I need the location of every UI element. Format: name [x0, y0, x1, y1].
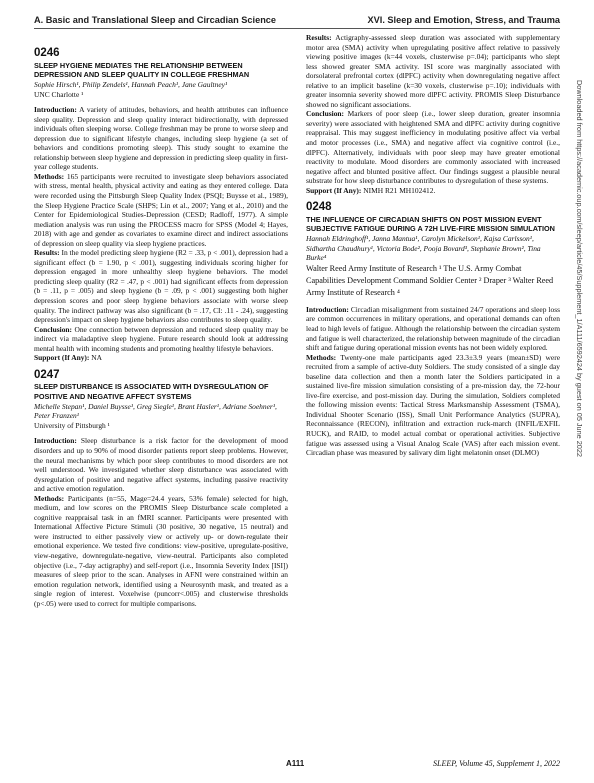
section-label: Results: [34, 248, 60, 258]
support-paragraph [34, 353, 288, 363]
abstract-0246 [34, 49, 288, 363]
abstract-authors: Hannah Eldringhoff¹, Janna Mantua¹, Carolyn Mickelson¹, Kajsa Carlsson¹, Sidhartha Chaudhury¹, Victoria Bode², Pooja Bovard³, Stephanie Brown², Tina Burke⁴ [306, 234, 541, 263]
section-text: Circadian misalignment from sustained 24/7 operations and sleep loss are common occurrences in military operations, and operational demands can often lead to high levels of fatigue. Although the relationship between the circadian system and fatigue is well characterized, the relationship between magnitude of the circadian shift and fatigue during operational mission events has not been widely explored. [306, 304, 561, 353]
abstract-0247 [34, 368, 289, 608]
results-paragraph [306, 33, 560, 109]
methods-paragraph [306, 353, 560, 458]
support-paragraph [306, 186, 560, 196]
results-paragraph [34, 248, 288, 324]
section-label: Methods: [34, 171, 65, 181]
abstract-number: 0248 [306, 201, 332, 214]
section-label: Results: [306, 33, 332, 42]
header-section-right: XVI. Sleep and Emotion, Stress, and Trauma [367, 15, 560, 25]
download-watermark [572, 80, 584, 670]
section-label: Conclusion: [34, 324, 73, 334]
section-label: Support (If Any): [306, 185, 362, 195]
section-label: Methods: [34, 493, 65, 503]
methods-paragraph [34, 172, 288, 248]
section-label: Support (If Any): [34, 353, 90, 363]
right-column [306, 33, 560, 458]
page-number: A111 [286, 759, 305, 768]
header-divider [34, 28, 560, 29]
running-header [0, 0, 594, 28]
introduction-paragraph [306, 305, 560, 353]
section-text: NIMH R21 MH102412. [363, 185, 436, 195]
section-text: 165 participants were recruited to investigate sleep behaviors associated with stress, mental health, physical activity and eating as they entered college. Data were recorded using the Pittsburgh Sleep Quality Index (PSQI; Buysse et al., 1989), the Sleep Hygiene Practice Scale (SHPS; Lin et al., 2007; Yang et al., 2010) and the Center for Epidemiological Studies-Depression (CESD; Radloff, 1977). A simple mediation analysis was run using the PROCESS macro for SPSS (Model 4; Hayes, 2018) with age and gender as covariates to examine direct and indirect associations of depression on sleep quality via sleep hygiene practices. [34, 171, 288, 248]
section-text: Actigraphy-assessed sleep duration was associated with supplementary motor area (SMA) activity when upregulating positive affect relative to passively viewing positive images (k=44 voxels, clusterwise p=.04); participants who slept less showed greater SMA activity. ISI score was marginally associated with dorsolateral prefrontal cortex (dlPFC) activity when downregulating negative affect relative to an implicit baseline (k=30 voxels, clusterwise p=.10); individuals with greater insomnia severity showed more dlPFC activity. PROMIS Sleep Disturbance showed no significant associations. [306, 33, 560, 109]
header-section-left: A. Basic and Translational Sleep and Circadian Science [34, 15, 277, 25]
abstract-0248 [306, 203, 560, 457]
section-label: Introduction: [306, 304, 349, 314]
abstract-title: THE INFLUENCE OF CIRCADIAN SHIFTS ON POST MISSION EVENT SUBJECTIVE FATIGUE DURING A 72H LIVE-FIRE MISSION SIMULATION [306, 214, 555, 234]
section-label: Introduction: [34, 105, 77, 115]
abstract-authors: Sophie Hirsch¹, Philip Zendels¹, Hannah Peach¹, Jane Gaultney¹ [34, 79, 228, 89]
section-text: A variety of attitudes, behaviors, and health attributes can influence sleep quality. Depression and sleep quality interact bidirectionally, with depressed individuals often sleeping worse. College freshman may be prone to worse sleep and depression due to significant lifestyle changes, including sleep hygiene (a set of behaviors and conditions promoting sleep). This study sought to examine the relationship between sleep hygiene and depression in predicting sleep quality in first-year college students. [34, 105, 288, 172]
abstract-number: 0246 [34, 47, 60, 59]
section-text: Markers of poor sleep (i.e., lower sleep duration, greater insomnia severity) were associated with heightened SMA and dlPFC activity during cognitive reappraisal. This may suggest inefficiency in modulating positive affect via verbal and motor processes (i.e., SMA) and negative affect via cognitive control (i.e., dlPFC). Alternatively, individuals with poor sleep may have greater emotional reactivity to modulate. Mood disorders are commonly associated with increased negative affect and blunted positive affect. Our findings suggest a plausible neural substrate for how sleep disturbance contributes to dysregulation of these systems. [306, 109, 560, 186]
left-column [34, 33, 288, 608]
download-watermark-text: Downloaded from https://academic.oup.com/sleep/article/45/Supplement_1/A111/6592424 by guest on 05 June 2022 [575, 80, 584, 457]
introduction-paragraph [34, 436, 288, 493]
abstract-title: SLEEP HYGIENE MEDIATES THE RELATIONSHIP BETWEEN DEPRESSION AND SLEEP QUALITY IN COLLEGE FRESHMAN [34, 60, 250, 79]
section-label: Methods: [306, 352, 337, 362]
section-text: One connection between depression and reduced sleep quality may be indirect via maladaptive sleep hygiene. Future research should look at addressing mental health with incoming students and promoting healthy lifestyle behaviors. [34, 324, 288, 353]
conclusion-paragraph [306, 109, 560, 185]
abstract-affiliation: University of Pittsburgh ¹ [34, 420, 110, 430]
section-label: Conclusion: [306, 109, 345, 119]
section-text: Sleep disturbance is a risk factor for the development of mood disorders and up to 90% of mood disorder patients report sleep problems. However, the neural mechanisms by which poor sleep contributes to mood disorders are not well understood. We investigated whether sleep disturbance was associated with dysregulation of positive and negative affect systems, including passive reactivity and active emotion regulation. [34, 436, 288, 494]
conclusion-paragraph [34, 325, 288, 354]
methods-paragraph [34, 494, 288, 609]
section-text: Twenty-one male participants aged 23.3±3.9 years (mean±SD) were recruited from a sample of active-duty Soldiers. The study consisted of a single day baseline data collection and then a month later the Soldiers participated in a sustained live-fire mission simulation consisting of a pre-mission day, the 72-hour live-fire exercise, and post-mission day. During the simulation, Soldiers completed the following mission events: Tactical Stress Marksmanship Assessment (TSMA), Individual Shooter Scenario (ISS), Small Unit Performance Analytics (SUPRA), Reconnaissance (RECON), infiltration and extraction ruck-march (INFIL/EXFIL RUCK), and RAID, to model actual combat or operational activities. Subjective fatigue was assessed using a Visual Analog Scale (VAS) after each mission event. Circadian phase was measured by salivary dim light melatonin onset (DLMO) [306, 352, 560, 458]
section-text: Participants (n=55, Mage=24.4 years, 53% female) selected for high, medium, and low scores on the PROMIS Sleep Disturbance scale completed a cognitive reappraisal task in an fMRI scanner. Participants were presented with International Affective Picture Stimuli (30 positive, 30 negative, 15 neutral) and were instructed to either passively view or actively up- or down-regulate their emotional experience. We tested five conditions: view-positive, upregulate-positive, view-negative, downregulate-negative, view-neutral. Participants also completed objective (i.e., 7-day actigraphy) and self-report (i.e., Insomnia Severity Index [ISI]) measures of sleep prior to the scan. Analyses in AFNI were constrained within an emotion regulation network, identified using a Neurosynth mask, and treated as a single region of interest. Voxelwise (puncorr<.005) and clusterwise thresholds (p<.05) were used to correct for multiple comparisons. [34, 493, 289, 608]
abstract-affiliation: Walter Reed Army Institute of Research ¹ The U.S. Army Combat Capabilities Development Command Soldier Center ² Draper ³ Walter Reed Army Institute of Research ⁴ [306, 263, 554, 297]
section-text: In the model predicting sleep hygiene (R2 = .33, p < .001), depression had a significant effect (b = 1.90, p < .001), suggesting individuals scoring higher for depression engaged in more unhealthy sleep hygiene behaviors. The model predicting sleep quality (R2 = .47, p < .001) had significant effects from depression (b = .11, p = .005) and sleep hygiene (b = .09, p < .001) suggesting both higher depression scores and poor sleep hygiene behaviors associate with worse sleep quality. The indirect pathway was also significant (b = .17, CI: .11 - .24), suggesting depression's impact on sleep hygiene behaviors also contributes to sleep quality. [34, 248, 288, 325]
journal-citation: SLEEP, Volume 45, Supplement 1, 2022 [433, 759, 560, 768]
abstract-title: SLEEP DISTURBANCE IS ASSOCIATED WITH DYSREGULATION OF POSITIVE AND NEGATIVE AFFECT SYSTEMS [34, 382, 269, 401]
section-label: Introduction: [34, 436, 77, 446]
introduction-paragraph [34, 105, 288, 172]
section-text: NA [91, 353, 102, 363]
abstract-number: 0247 [34, 368, 60, 381]
abstract-authors: Michelle Stepan¹, Daniel Buysse¹, Greg Siegle¹, Brant Hasler¹, Adriane Soehner¹, Peter Franzen¹ [34, 401, 277, 421]
abstract-affiliation: UNC Charlotte ¹ [34, 89, 84, 99]
